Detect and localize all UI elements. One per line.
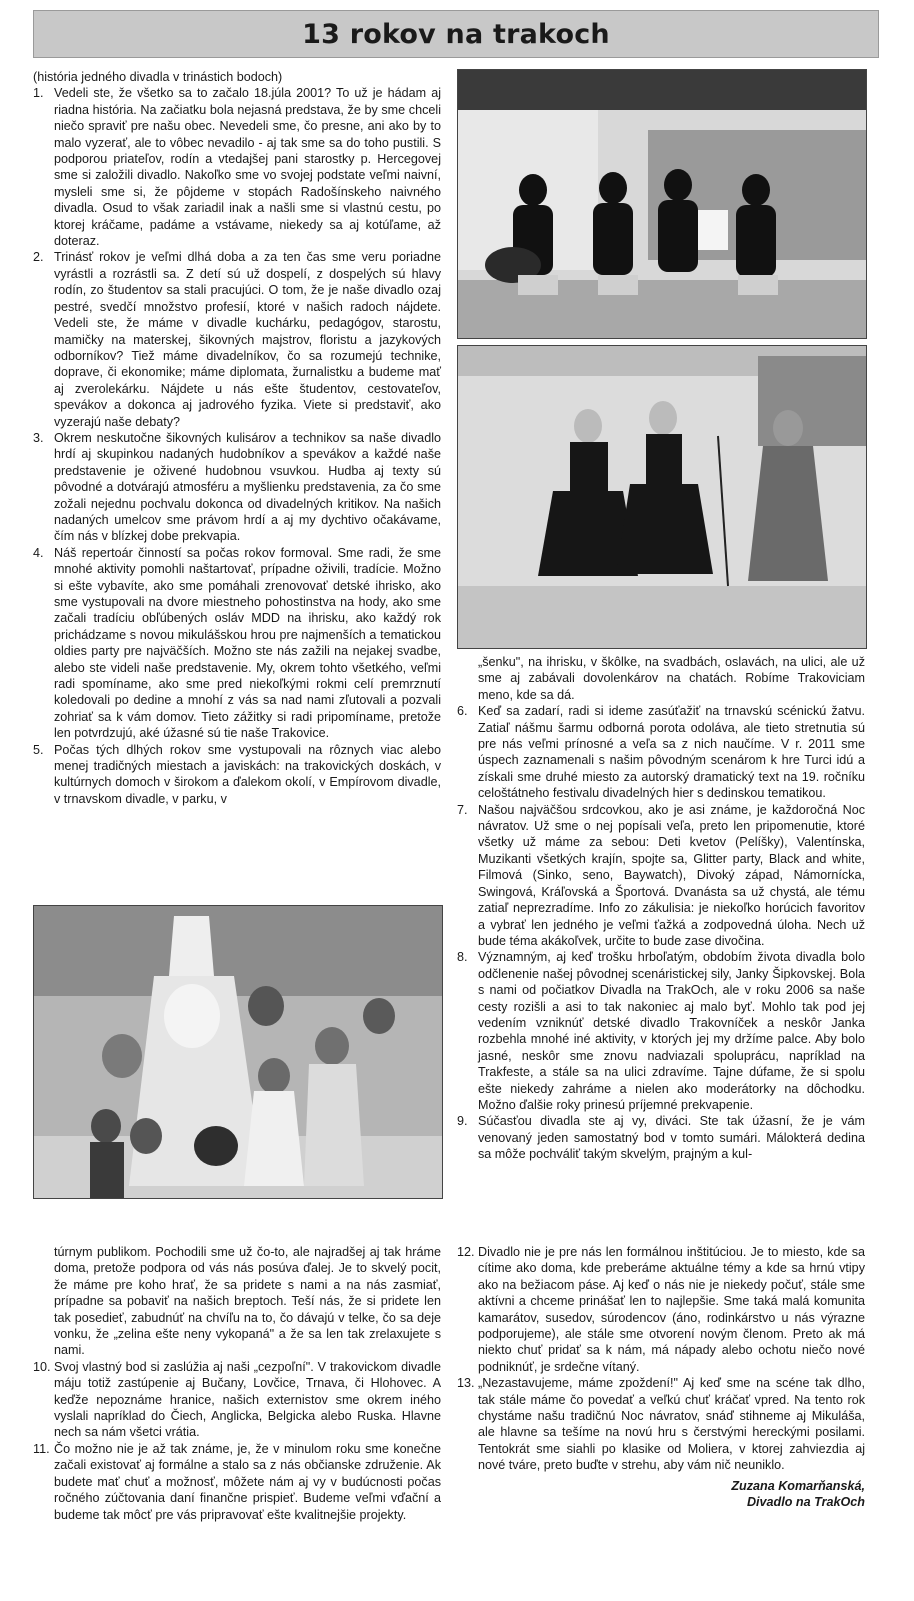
point-text: Keď sa zadarí, radi si ideme zasúťažiť na trnavskú scénickú žatvu. Zatiaľ nášmu šarmu odborná porota odoláva, ale tieto stretnutia sú pre nás veľmi prínosné a veľa sa z nich naučíme. V r. 2011 sme úspech zaznamenali s našim pôvodným scenárom k hre Turci idú a získali sme druhé miesto za autorský dramatický text na 19. ročníku celoštátneho festivalu divadelných hier s dedinskou tematikou. (478, 704, 865, 801)
title-banner (33, 10, 879, 58)
point-text: Súčasťou divadla ste aj vy, diváci. Ste tak úžasní, že je vám venovaný jeden samostatný bod v tomto sumári. Málokterá dedina sa môže pochváliť takým skvelým, prajným a kul- (478, 1114, 865, 1162)
point-text: Čo možno nie je až tak známe, je, že v minulom roku sme konečne začali existovať aj formálne a stalo sa z nás občianske združenie. Ak budete mať chuť a možnosť, môžete nám aj vy v budúcnosti počas ročného zúčtovania daní finančne prispieť. Budeme veľmi vďační a budeme tak môcť pre vás pripravovať ešte kvalitnejšie projekty. (54, 1441, 441, 1522)
point-item (33, 430, 441, 545)
point-item (457, 1244, 865, 1375)
article-title: 13 rokov na trakoch (302, 18, 610, 50)
point-item (33, 742, 441, 808)
point-text: Okrem neskutočne šikovných kulisárov a technikov sa naše divadlo hrdí aj skupinkou nadaných hudobníkov a spevákov a každé naše predstavenie je oživené hudobnou vsuvkou. Hudba aj texty sú pôvodné a dotvárajú atmosféru a myšlienku predstavenia, za čo sme zožali nejednu pochvalu dokonca od divadelných kritikov. Na našich nadaných umelcov sme právom hrdí a aj my dychtivo očakávame, čím nás v blízkej dobe prekvapia. (54, 430, 441, 544)
bottom-left-column (33, 1244, 441, 1523)
point-number: 9. (457, 1114, 468, 1129)
article-subtitle: (história jedného divadla v trinástich bodoch) (33, 70, 283, 84)
point-number: 11. (33, 1441, 50, 1456)
point-number: 6. (457, 704, 468, 719)
author-organization: Divadlo na TrakOch (746, 1495, 865, 1510)
point-text: Našou najväčšou srdcovkou, ako je asi známe, je každoročná Noc návratov. Už sme o nej popísali veľa, preto len pripomenutie, ktoré všetky už máme za sebou: Deti kvetov (Pelíšky), Valentínska, Muzikanti všetkých krajín, spojte sa, Glitter party, Black and white, Filmová (Sinko, seno, Baywatch), Divoký západ, Námornícka, Swingová, Kráľovská a Športová. Dvanásta sa už chystá, ale tému zatiaľ neprezradíme. Info zo zákulisia: je niekoľko horúcich favoritov a vybrať len jedného je veľmi ťažká a zodpovedná úloha. Nech už bude téma akákoľvek, určite to bude zase divočina. (478, 802, 865, 948)
point-number: 3. (33, 430, 44, 445)
point-text: Svoj vlastný bod si zaslúžia aj naši „cezpoľní". V trakovickom divadle máju totiž zastúpenie aj Bučany, Lovčice, Trnava, či Hlohovec. A keďže nepoznáme hranice, našich externistov sme okrem iného vyslali napríklad do Čiech, Anglicka, Belgicka alebo Ruska. Hlavne nech sa nám všetci vrátia. (54, 1359, 441, 1440)
photo-saint-nicholas-group (33, 905, 443, 1199)
point-item (33, 1359, 441, 1441)
point-number: 13. (457, 1376, 475, 1391)
point-number: 7. (457, 802, 468, 817)
author-name: Zuzana Komarňanská, (731, 1478, 865, 1493)
point-number: 5. (33, 742, 44, 757)
point-number: 2. (33, 250, 44, 265)
point-number: 4. (33, 545, 44, 560)
author-signature (457, 1478, 865, 1511)
left-column (33, 69, 441, 807)
point-item (33, 545, 441, 742)
point-item (33, 249, 441, 429)
point-number: 12. (457, 1245, 475, 1259)
points-list-left (33, 85, 441, 807)
point-item (457, 1113, 865, 1162)
point-item (33, 85, 441, 249)
point-text: Vedeli ste, že všetko sa to začalo 18.júla 2001? To už je hádam aj riadna história. Na začiatku bola nejasná predstava, že by sme chceli niečo spraviť pre našu obec. Nevedeli sme, čo presne, ani ako by to malo vyzerať, ale to vôbec nevadilo - aj tak sme sa do toho pustili. S podporou priateľov, rodín a vtedajšej pani starostky p. Hercegovej sme si založili divadlo. Nakoľko sme vo svojej podstate veľmi naivní, mysleli sme si, že pôjdeme v stopách Radošínskeho naivného divadla. Osud to však zariadil inak a našli sme si vlastnú cestu, po ktorej kráčame, padáme a vstávame, niekedy sa aj kotúľame, až doteraz. (54, 86, 441, 249)
point-item (457, 802, 865, 950)
photo-stage-musicians (457, 69, 867, 339)
points-list-right (457, 703, 865, 1162)
point-9-continued: túrnym publikom. Pochodili sme už čo-to, ale najradšej aj tak hráme doma, pretože podpora od vás nás posúva ďalej. Je to skvelý pocit, že máme pre koho hrať, že sa pridete s nami a na nás zasmiať, prípadne sa pobaviť na našich breptoch. Teší nás, že si pridete len tak posedieť, zabudnúť na chvíľu na to, čo dávajú v telke, čo sa deje vonku, že „zelina ešte neny vykopaná" a že sa len tak zrelaxujete s nami. (54, 1245, 441, 1358)
point-item (457, 1375, 865, 1473)
point-item (457, 703, 865, 801)
bottom-right-column (457, 1244, 865, 1511)
point-item (457, 949, 865, 1113)
point-number: 8. (457, 950, 468, 965)
point-text: Náš repertoár činností sa počas rokov formoval. Sme radi, že sme mnohé aktivity pomohli naštartovať, prípadne oživili, tradície. Možno si ešte vybavíte, ako sme pomáhali zrenovovať detské ihrisko, ako sme vystupovali na dvore miestneho pohostinstva na hody, ako sme začali tradíciu obľúbených osláv MDD na ihrisku, ako každý rok prichádzame s novou mikulášskou hrou pre najmenších a tematickou oldies party pre najväčších. Možno ste nás zažili na nejakej svadbe, alebo ste videli naše predstavenie. My, okrem tohto všetkého, veľmi radi spomíname, ako sme pred niekoľkými rokmi celí premrznutí koledovali po dedine a mnohí z vás sa nad nami zľutovali a pozvali zohriať sa k vám domov. Tieto zážitky si radi pripomíname, pretože len potvrdzujú, aké úžasné sú tie naše Trakovice. (54, 545, 441, 741)
point-text: Počas tých dlhých rokov sme vystupovali na rôznych viac alebo menej tradičných miestach a javiskách: na trakovických doskách, v kultúrnych domoch v širokom a ďalekom okolí, v Empírovom divadle, v trnavskom divadle, v parku, v (54, 742, 441, 806)
point-number: 10. (33, 1359, 51, 1374)
point-5-continued: „šenku", na ihrisku, v škôlke, na svadbách, oslavách, na ulici, ale už sme aj zabávali dovolenkárov na chatách. Robíme Trakoviciam meno, kde sa dá. (478, 655, 865, 702)
points-list-bottom-right (457, 1244, 865, 1474)
point-number: 1. (33, 86, 44, 101)
right-column (457, 654, 865, 1163)
point-text: Divadlo nie je pre nás len formálnou inštitúciou. Je to miesto, kde sa cítime ako doma, kde preberáme aktuálne témy a kde sa hrnú vtipy ako na bežiacom páse. Aj keď o nás nie je niekedy počuť, stále sme aktívni a chceme prinášať len to najlepšie. Sme taká malá komunita kamarátov, susedov, súrodencov (áno, rodinkárstvo u nás výrazne podporujeme), ale stále sme otvorení novým členom. Preto ak má niekto chuť pridať sa k nám, má nápady alebo ochotu niečo nové podniknúť, je srdečne vítaný. (478, 1245, 865, 1374)
points-list-bottom-left (33, 1359, 441, 1523)
point-text: Trinásť rokov je veľmi dlhá doba a za ten čas sme veru poriadne vyrástli a rozrástli sa. Z detí sú už dospelí, z dospelých sú hlavy rodín, zo študentov sa stali pracujúci. O tom, že je naše divadlo ozaj pestré, svedčí množstvo profesií, ktoré v našich radoch nájdete. Vedeli ste, že máme v divadle kuchárku, pedagógov, starostu, mamičky na materskej, šikovných majstrov, floristu a jazykových odborníkov? Tiež máme divadelníkov, čo sa rozumejú technike, doprave, či ekonomike; máme diplomata, žurnalistku a budeme mať aj zverolekárku. Nájdete u nás ešte študentov, cestovateľov, spevákov a dokonca aj jadrového fyzika. Viete si predstaviť, ako vyzerajú naše debaty? (54, 250, 441, 429)
point-item (33, 1441, 441, 1523)
photo-costumed-women (457, 345, 867, 649)
point-text: „Nezastavujeme, máme zpoždení!" Aj keď sme na scéne tak dlho, tak stále máme čo povedať a veľkú chuť kráčať vpred. Na tento rok chystáme našu tradičnú Noc návratov, snáď stihneme aj Mikuláša, ale hlavne sa tešíme na novú hru s čerstvými hereckými posilami. Tentokrát sme siahli po klasike od Moliera, v ktorej zahviezdia aj nové tváre, preto buďte v strehu, aby vám nič neuniklo. (478, 1376, 865, 1473)
point-text: Významným, aj keď trošku hrboľatým, obdobím života divadla bolo odčlenenie našej pôvodnej scenáristickej sily, Janky Šipkovskej. Bola s nami od počiatkov Divadla na TrakOch, ale v roku 2006 sa naše cesty rozišli a asi to tak nakoniec aj malo byť. Mohlo tak pod jej vedením vzniknúť detské divadlo Trakovníček a neskôr Janka rozbehla mnohé iné aktivity, v ktorých jej my držíme palce. Aby bolo jasné, neskôr sme znovu nadviazali spoluprácu, napríklad na Trakfeste, a stále sa na ulici zdravíme. Tajne dúfame, že si spolu ešte niekedy zahráme a nielen ako moderátorky na dôchodku. Možno ďalšie roky prinesú príjemné prekvapenie. (478, 950, 865, 1112)
